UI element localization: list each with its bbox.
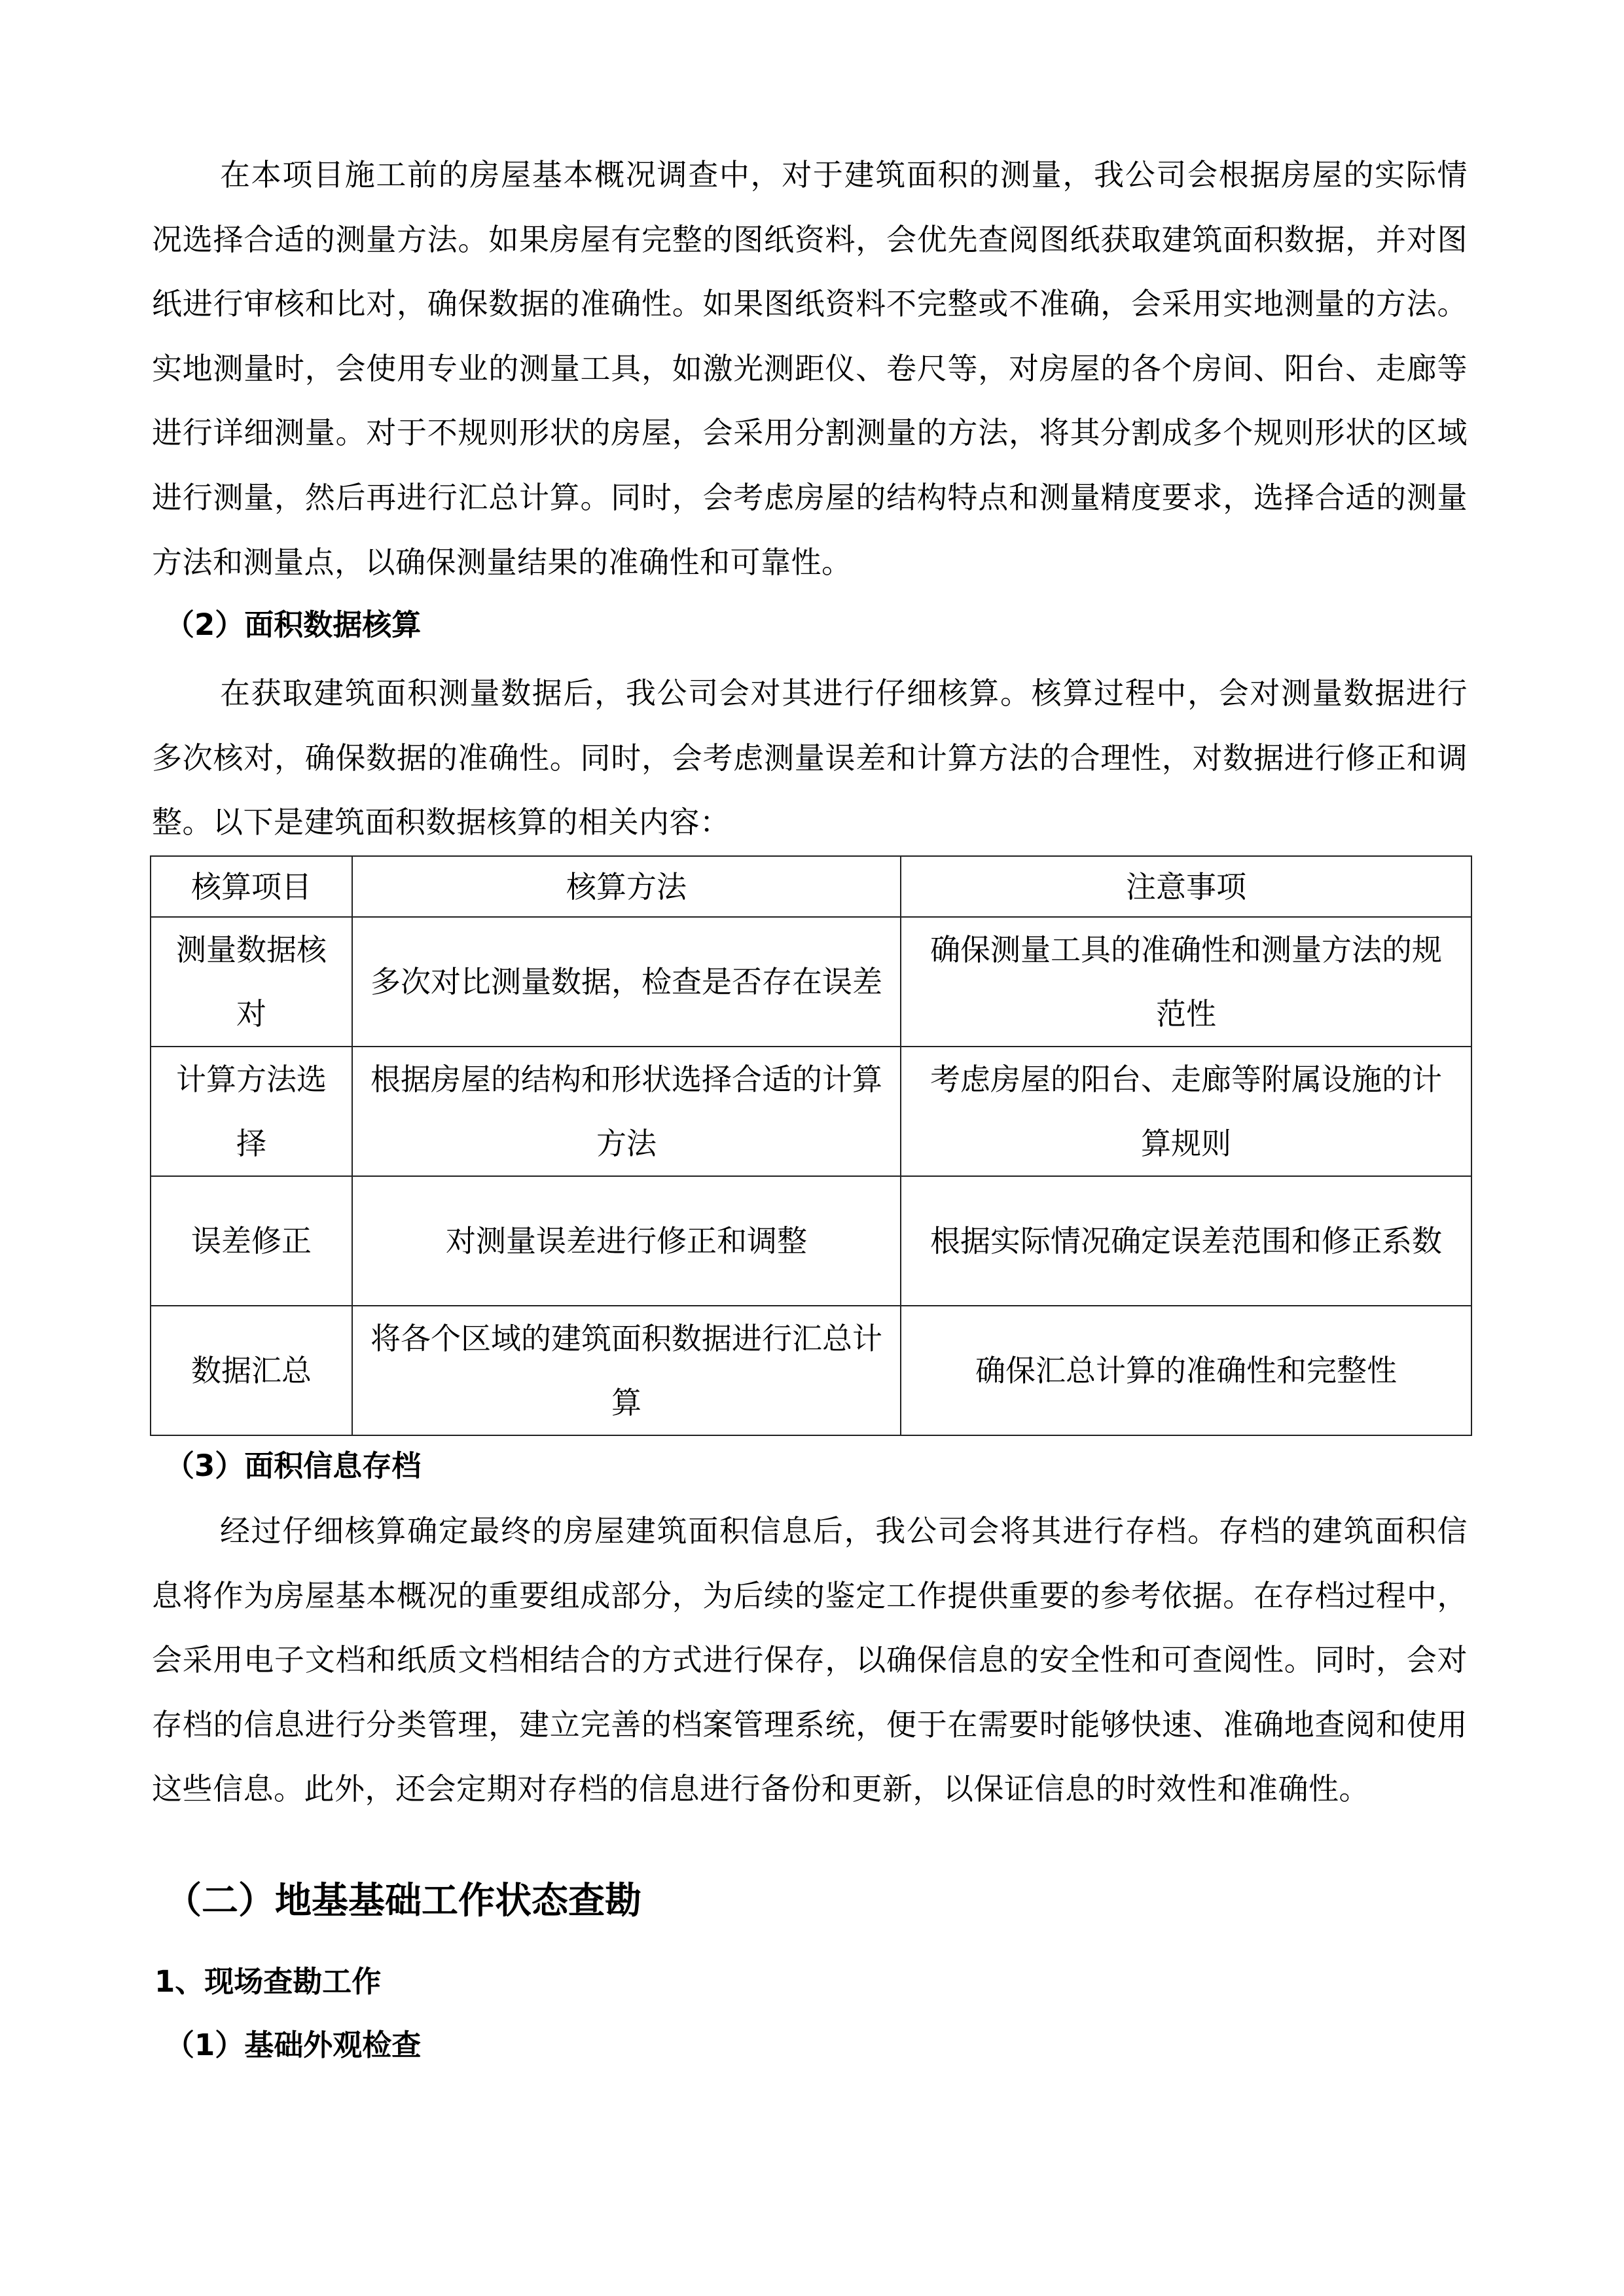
table-cell: 确保汇总计算的准确性和完整性 [901,1306,1471,1435]
table-header-row [151,856,1471,917]
archive-paragraph: 经过仔细核算确定最终的房屋建筑面积信息后，我公司会将其进行存档。存档的建筑面积信息将作为房屋基本概况的重要组成部分，为后续的鉴定工作提供重要的参考依据。在存档过程中，会采用电子文档和纸质文档相结合的方式进行保存，以确保信息的安全性和可查阅性。同时，会对存档的信息进行分类管理，建立完善的档案管理系统，便于在需要时能够快速、准确地查阅和使用这些信息。此外，还会定期对存档的信息进行备份和更新，以保证信息的时效性和准确性。 [152,1513,1468,1807]
table-cell: 多次对比测量数据，检查是否存在误差 [352,917,901,1047]
table-cell: 数据汇总 [151,1306,352,1435]
heading-area-info-archive: （3）面积信息存档 [165,1448,422,1483]
subsection-heading: 1、现场查勘工作 [154,1964,382,1999]
table-cell: 根据房屋的结构和形状选择合适的计算方法 [352,1047,901,1176]
calculation-paragraph: 在获取建筑面积测量数据后，我公司会对其进行仔细核算。核算过程中，会对测量数据进行多次核对，确保数据的准确性。同时，会考虑测量误差和计算方法的合理性，对数据进行修正和调整。以下是建筑面积数据核算的相关内容： [152,675,1468,840]
table-cell: 对测量误差进行修正和调整 [352,1176,901,1306]
heading-area-data-calculation: （2）面积数据核算 [165,607,422,642]
table-row [151,1047,1471,1176]
intro-paragraph: 在本项目施工前的房屋基本概况调查中，对于建筑面积的测量，我公司会根据房屋的实际情况选择合适的测量方法。如果房屋有完整的图纸资料，会优先查阅图纸获取建筑面积数据，并对图纸进行审核和比对，确保数据的准确性。如果图纸资料不完整或不准确，会采用实地测量的方法。实地测量时，会使用专业的测量工具，如激光测距仪、卷尺等，对房屋的各个房间、阳台、走廊等进行详细测量。对于不规则形状的房屋，会采用分割测量的方法，将其分割成多个规则形状的区域进行测量，然后再进行汇总计算。同时，会考虑房屋的结构特点和测量精度要求，选择合适的测量方法和测量点，以确保测量结果的准确性和可靠性。 [152,157,1468,580]
table-cell: 确保测量工具的准确性和测量方法的规范性 [901,917,1471,1047]
table-cell: 根据实际情况确定误差范围和修正系数 [901,1176,1471,1306]
table-cell: 将各个区域的建筑面积数据进行汇总计算 [352,1306,901,1435]
table-cell: 误差修正 [151,1176,352,1306]
table-row [151,1306,1471,1435]
table-cell: 计算方法选择 [151,1047,352,1176]
table-row [151,917,1471,1047]
section-heading: （二）地基基础工作状态查勘 [165,1880,641,1922]
table-cell: 测量数据核对 [151,917,352,1047]
table-header-cell: 核算方法 [352,856,901,917]
heading-foundation-inspection: （1）基础外观检查 [165,2028,422,2062]
calculation-table [150,855,1472,1436]
table-header-cell: 核算项目 [151,856,352,917]
table-header-cell: 注意事项 [901,856,1471,917]
table-row [151,1176,1471,1306]
table-cell: 考虑房屋的阳台、走廊等附属设施的计算规则 [901,1047,1471,1176]
